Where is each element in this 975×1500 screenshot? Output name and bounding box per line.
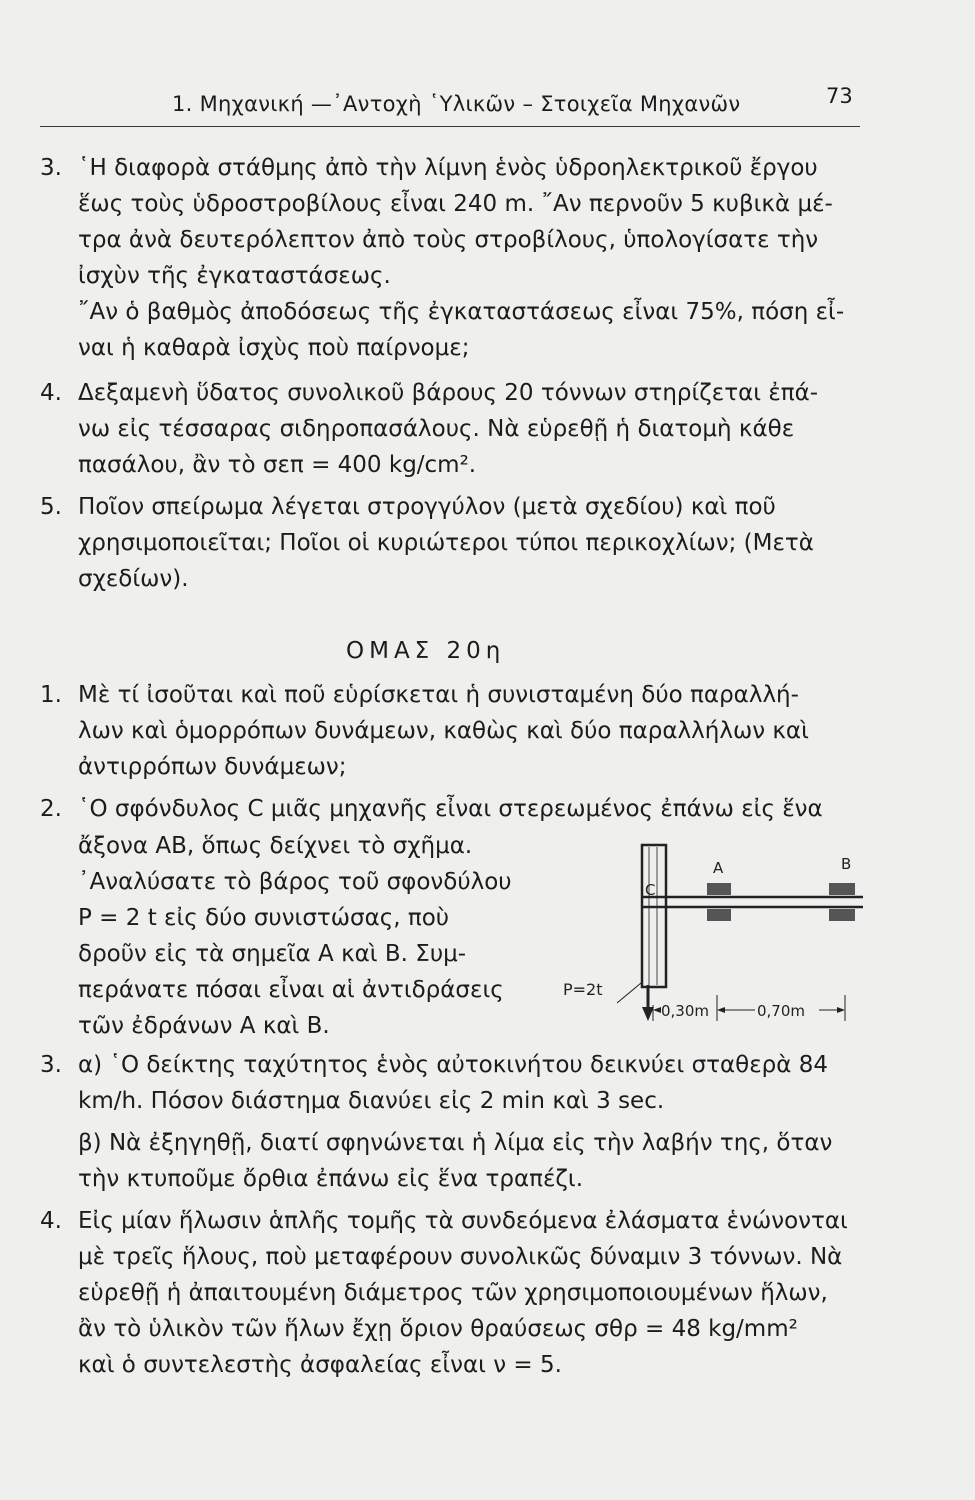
flywheel-shaft-diagram: [545, 835, 865, 1035]
text-line: ᾿Αναλύσατε τὸ βάρος τοῦ σφονδύλου: [78, 869, 512, 895]
force-arrow-head: [642, 1007, 654, 1021]
label-a: A: [713, 859, 724, 877]
bearing-b-bottom: [829, 909, 855, 921]
text-line: ῎Αν ὁ βαθμὸς ἀποδόσεως τῆς ἐγκαταστάσεως εἶναι 75%, πόση εἶ-: [78, 299, 845, 325]
text-line: τῶν ἐδράνων Α καὶ Β.: [78, 1013, 330, 1039]
text-line: λων καὶ ὁμορρόπων δυνάμεων, καθὼς καὶ δύο παραλλήλων καὶ: [78, 718, 809, 744]
text-line: δροῦν εἰς τὰ σημεῖα Α καὶ Β. Συμ-: [78, 941, 467, 967]
flywheel-outline: [642, 845, 666, 987]
text-line: ἂν τὸ ὑλικὸν τῶν ἥλων ἔχῃ ὅριον θραύσεως σθρ = 48 kg/mm²: [78, 1316, 798, 1342]
text-line: Εἰς μίαν ἥλωσιν ἁπλῆς τομῆς τὰ συνδεόμενα ἐλάσματα ἑνώνονται: [78, 1208, 848, 1234]
dim-arrow: [717, 1007, 725, 1013]
text-line: ναι ἡ καθαρὰ ἰσχὺς ποὺ παίρνομε;: [78, 335, 470, 361]
label-c: C: [645, 881, 656, 899]
text-line: ἄξονα AB, ὅπως δείχνει τὸ σχῆμα.: [78, 833, 473, 859]
dim-arrow: [837, 1007, 845, 1013]
header-rule: [40, 126, 860, 127]
text-line: μὲ τρεῖς ἥλους, ποὺ μεταφέρουν συνολικῶς δύναμιν 3 τόννων. Νὰ: [78, 1244, 843, 1270]
item-number: 4.: [40, 380, 62, 406]
text-line: τὴν κτυποῦμε ὄρθια ἐπάνω εἰς ἕνα τραπέζι.: [78, 1166, 584, 1192]
item-number: 4.: [40, 1208, 62, 1234]
text-line: νω εἰς τέσσαρας σιδηροπασάλους. Νὰ εὑρεθῇ ἡ διατομὴ κάθε: [78, 416, 795, 442]
text-line: σχεδίων).: [78, 566, 189, 592]
item-number: 1.: [40, 682, 62, 708]
force-leader-line: [617, 983, 641, 1003]
text-line: km/h. Πόσον διάστημα διανύει εἰς 2 min καὶ 3 sec.: [78, 1088, 665, 1114]
bearing-b-top: [829, 883, 855, 895]
dim-left-label: 0,30m: [661, 1002, 710, 1020]
dim-arrow: [653, 1007, 661, 1013]
text-line: ῾Ο σφόνδυλος C μιᾶς μηχανῆς εἶναι στερεωμένος ἐπάνω εἰς ἕνα: [78, 796, 823, 822]
text-line: Ποῖον σπείρωμα λέγεται στρογγύλον (μετὰ σχεδίου) καὶ ποῦ: [78, 494, 776, 520]
text-line: Δεξαμενὴ ὕδατος συνολικοῦ βάρους 20 τόννων στηρίζεται ἐπά-: [78, 380, 819, 406]
text-line: ἰσχὺν τῆς ἐγκαταστάσεως.: [78, 263, 391, 289]
page-number: 73: [826, 84, 853, 108]
text-line: περάνατε πόσαι εἶναι αἱ ἀντιδράσεις: [78, 977, 504, 1003]
text-line: β) Νὰ ἐξηγηθῇ, διατί σφηνώνεται ἡ λίμα εἰς τὴν λαβήν της, ὅταν: [78, 1130, 833, 1156]
text-line: Μὲ τί ἰσοῦται καὶ ποῦ εὑρίσκεται ἡ συνισταμένη δύο παραλλή-: [78, 682, 799, 708]
text-line: ἕως τοὺς ὑδροστροβίλους εἶναι 240 m. ῎Αν περνοῦν 5 κυβικὰ μέ-: [78, 191, 833, 217]
text-line: ἀντιρρόπων δυνάμεων;: [78, 754, 347, 780]
text-line: P = 2 t εἰς δύο συνιστώσας, ποὺ: [78, 905, 450, 931]
item-number: 2.: [40, 796, 62, 822]
text-line: τρα ἀνὰ δευτερόλεπτον ἀπὸ τοὺς στροβίλους, ὑπολογίσατε τὴν: [78, 227, 819, 253]
running-header-title: 1. Μηχανική —᾿Αντοχὴ ῾Υλικῶν – Στοιχεῖα Μηχανῶν: [172, 92, 741, 116]
dim-right-label: 0,70m: [757, 1002, 806, 1020]
item-number: 5.: [40, 494, 62, 520]
text-line: ῾Η διαφορὰ στάθμης ἀπὸ τὴν λίμνη ἑνὸς ὑδροηλεκτρικοῦ ἔργου: [78, 155, 818, 181]
item-number: 3.: [40, 1052, 62, 1078]
section-heading: ΟΜΑΣ 20η: [346, 638, 506, 664]
label-b: B: [841, 855, 852, 873]
item-number: 3.: [40, 155, 62, 181]
text-line: χρησιμοποιεῖται; Ποῖοι οἱ κυριώτεροι τύποι περικοχλίων; (Μετὰ: [78, 530, 814, 556]
bearing-a-bottom: [707, 909, 731, 921]
text-line: εὑρεθῇ ἡ ἀπαιτουμένη διάμετρος τῶν χρησιμοποιουμένων ἥλων,: [78, 1280, 828, 1306]
text-line: πασάλου, ἂν τὸ σεπ = 400 kg/cm².: [78, 452, 477, 478]
text-line: καὶ ὁ συντελεστὴς ἀσφαλείας εἶναι ν = 5.: [78, 1352, 562, 1378]
force-label: P=2t: [563, 980, 603, 999]
bearing-a-top: [707, 883, 731, 895]
text-line: α) ῾Ο δείκτης ταχύτητος ἑνὸς αὐτοκινήτου δεικνύει σταθερὰ 84: [78, 1052, 828, 1078]
